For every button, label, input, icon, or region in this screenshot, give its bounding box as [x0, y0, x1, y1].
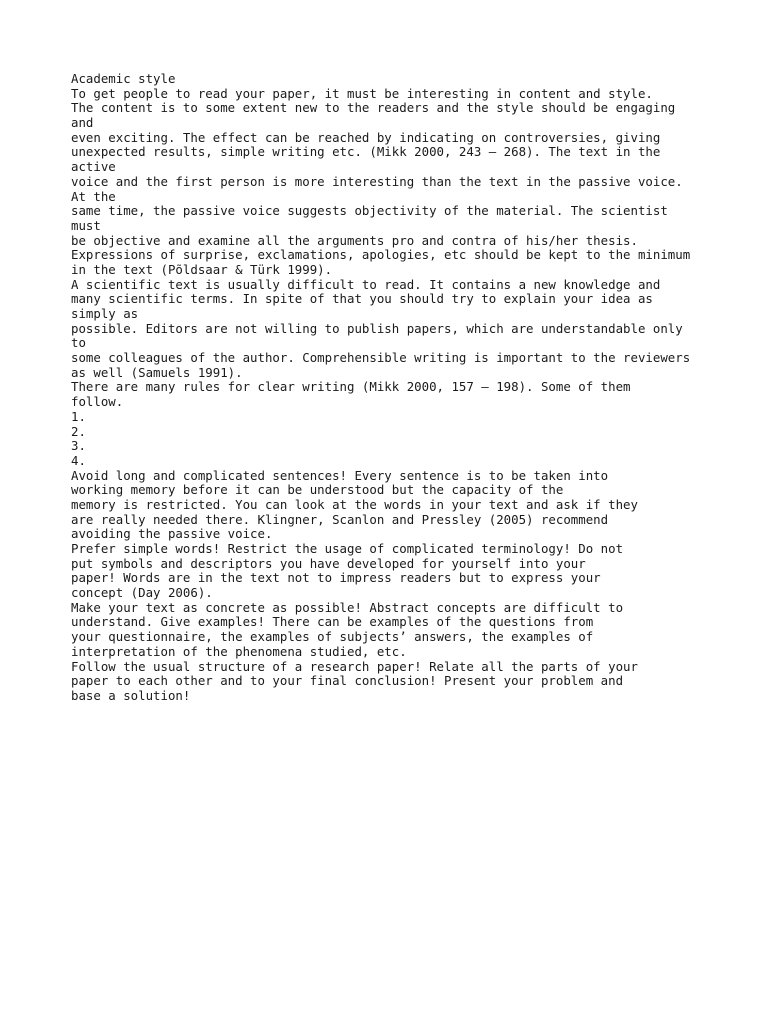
text-line: possible. Editors are not willing to publish papers, which are understandable only [71, 320, 683, 336]
text-line: be objective and examine all the arguments pro and contra of his/her thesis. [71, 232, 638, 248]
text-line: as well (Samuels 1991). [71, 364, 243, 380]
text-line: paper to each other and to your final conclusion! Present your problem and [71, 673, 624, 689]
text-line: must [71, 217, 101, 233]
text-line: avoiding the passive voice. [71, 526, 273, 542]
text-line: your questionnaire, the examples of subjects’ answers, the examples of [71, 629, 594, 645]
text-line: in the text (Põldsaar & Türk 1999). [71, 261, 333, 277]
text-line: At the [71, 188, 116, 204]
text-line: unexpected results, simple writing etc. (Mikk 2000, 243 – 268). The text in the [71, 144, 661, 160]
text-line: put symbols and descriptors you have developed for yourself into your [71, 555, 586, 571]
text-line: To get people to read your paper, it must be interesting in content and style. [71, 85, 653, 101]
text-line: The content is to some extent new to the readers and the style should be engaging [71, 100, 676, 116]
text-line: follow. [71, 394, 124, 410]
text-line: even exciting. The effect can be reached by indicating on controversies, giving [71, 129, 661, 145]
text-line: simply as [71, 306, 139, 321]
text-line: A scientific text is usually difficult to read. It contains a new knowledge and [71, 276, 661, 292]
text-line: interpretation of the phenomena studied, etc. [71, 643, 407, 659]
text-line: some colleagues of the author. Comprehensible writing is important to the reviewers [71, 350, 691, 366]
text-line: There are many rules for clear writing (Mikk 2000, 157 – 198). Some of them [71, 379, 631, 395]
text-line: understand. Give examples! There can be examples of the questions from [71, 614, 594, 630]
text-line: active [71, 159, 116, 175]
text-line: same time, the passive voice suggests objectivity of the material. The scientist [71, 203, 668, 219]
text-line: working memory before it can be understood but the capacity of the [71, 482, 564, 498]
text-line: memory is restricted. You can look at the words in your text and ask if they [71, 496, 638, 512]
text-line: Avoid long and complicated sentences! Every sentence is to be taken into [71, 467, 609, 483]
text-line: Prefer simple words! Restrict the usage of complicated terminology! Do not [71, 541, 624, 556]
document-title: Academic style [71, 71, 176, 86]
text-line: are really needed there. Klingner, Scanlon and Pressley (2005) recommend [71, 511, 609, 527]
text-line: 2. [71, 423, 86, 439]
text-line: Expressions of surprise, exclamations, apologies, etc should be kept to the minimum [71, 247, 691, 263]
text-line: Follow the usual structure of a research paper! Relate all the parts of your [71, 658, 638, 674]
text-line: concept (Day 2006). [71, 585, 213, 601]
document-body [71, 72, 731, 704]
text-line: voice and the first person is more interesting than the text in the passive voice. [71, 173, 683, 189]
text-line: base a solution! [71, 687, 191, 703]
text-line: Make your text as concrete as possible! Abstract concepts are difficult to [71, 599, 624, 615]
text-line: to [71, 335, 86, 351]
text-line: and [71, 115, 94, 131]
text-line: 4. [71, 452, 86, 468]
text-line: 3. [71, 438, 86, 454]
text-line: many scientific terms. In spite of that you should try to explain your idea as [71, 291, 653, 307]
text-line: 1. [71, 408, 86, 424]
text-line: paper! Words are in the text not to impress readers but to express your [71, 570, 601, 586]
